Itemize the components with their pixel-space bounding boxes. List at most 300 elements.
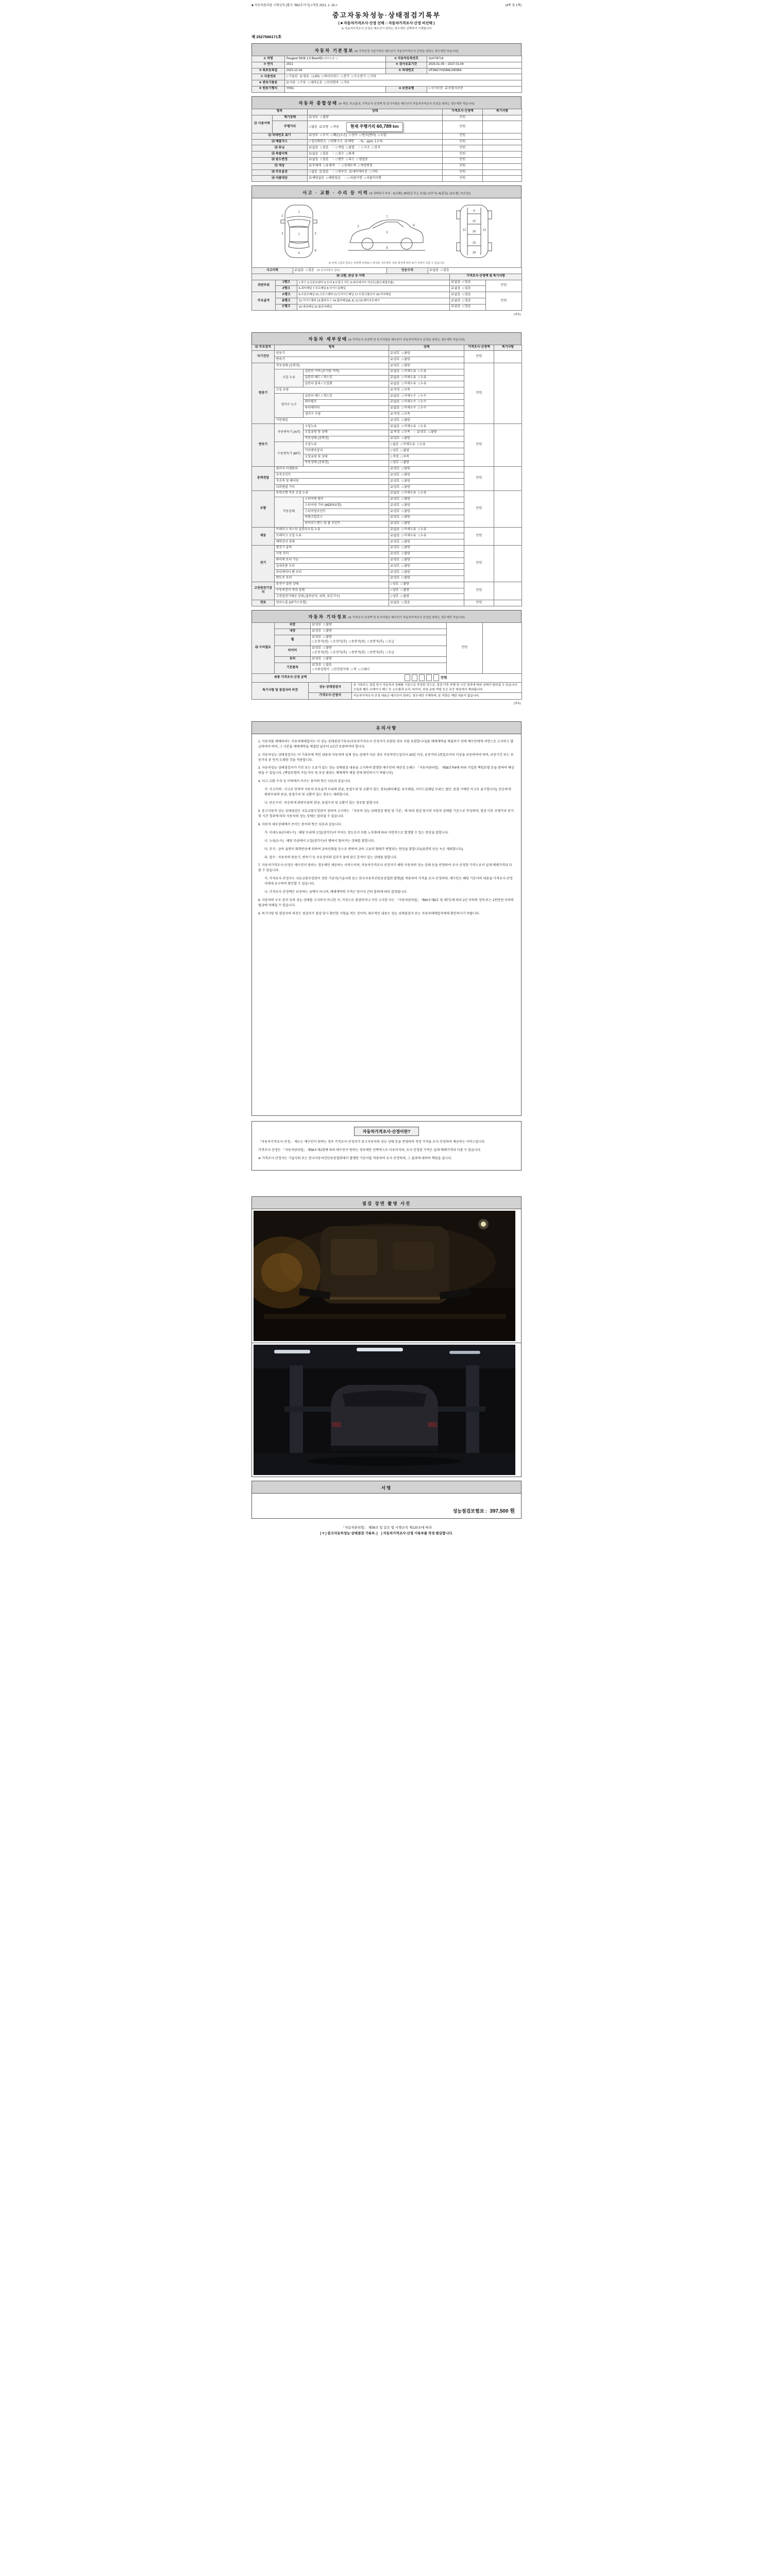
column-header: ㉑ 주요장치 [252, 345, 275, 351]
item-name: 윈도우 모터 [275, 575, 389, 582]
checkbox-label: 양호 [393, 485, 400, 489]
checkbox-icon: □ [401, 479, 404, 483]
checkbox-unchecked[interactable] [401, 443, 415, 447]
checkbox-checked[interactable] [391, 492, 400, 496]
checkbox-unchecked[interactable] [323, 630, 331, 634]
detail-row [252, 490, 522, 497]
checkbox-checked[interactable] [451, 287, 461, 291]
checkbox-unchecked[interactable] [372, 146, 380, 150]
checkbox-label: 침수 [338, 152, 344, 156]
checkbox-unchecked[interactable] [312, 668, 330, 672]
checkbox-unchecked[interactable] [330, 640, 347, 645]
checkbox-unchecked[interactable] [328, 140, 343, 144]
checkbox-unchecked[interactable] [378, 134, 386, 138]
checkbox-label: 불량 [403, 589, 409, 592]
checkbox-checked[interactable] [391, 552, 400, 556]
checkbox-checked[interactable] [391, 431, 400, 435]
checkbox-icon: ☑ [390, 479, 393, 483]
checkbox-icon: □ [351, 75, 354, 78]
checkbox-unchecked[interactable] [401, 358, 410, 362]
checkbox-unchecked[interactable] [346, 146, 355, 150]
checkbox-checked[interactable] [309, 116, 318, 120]
checkbox-unchecked[interactable] [312, 640, 329, 645]
checkbox-checked[interactable] [391, 413, 400, 417]
checkbox-unchecked[interactable] [401, 352, 410, 356]
checkbox-unchecked[interactable] [311, 75, 320, 79]
checkbox-unchecked[interactable] [418, 400, 426, 404]
checkbox-checked[interactable] [451, 281, 461, 285]
checkbox-unchecked[interactable] [418, 406, 426, 411]
detail-row [252, 424, 522, 430]
checkbox-unchecked[interactable] [463, 299, 471, 303]
checkbox-unchecked[interactable] [401, 565, 410, 569]
checkbox-checked[interactable] [391, 571, 400, 575]
checkbox-checked[interactable] [391, 480, 400, 484]
field-label: ⑥ 차대번호 [386, 68, 427, 74]
checkbox-icon: □ [312, 668, 314, 672]
checkbox-checked[interactable] [417, 431, 426, 435]
checkbox-unchecked[interactable] [391, 449, 399, 453]
remark-cell [483, 163, 522, 170]
checkbox-unchecked[interactable] [401, 437, 410, 441]
checkbox-label: 있음 [323, 152, 329, 156]
checkbox-unchecked[interactable] [320, 158, 328, 162]
checkbox-unchecked[interactable] [401, 504, 410, 508]
checkbox-unchecked[interactable] [341, 81, 349, 86]
svg-text:2: 2 [281, 215, 283, 218]
value-text: 2025-01-05 ~ 2027-01-04 [428, 63, 464, 66]
checkbox-checked[interactable] [309, 146, 318, 150]
checkbox-label: 기타 [370, 75, 376, 78]
checkbox-unchecked[interactable] [320, 116, 328, 120]
checkbox-unchecked[interactable] [429, 87, 443, 91]
checkbox-unchecked[interactable] [358, 164, 373, 168]
detail-state-section [251, 332, 522, 606]
checkbox-unchecked[interactable] [401, 400, 416, 404]
checkbox-checked[interactable] [391, 558, 400, 563]
checkbox-label: 불량 [404, 503, 410, 507]
checkbox-label: 네비게이션 [352, 171, 367, 174]
checkbox-unchecked[interactable] [323, 664, 331, 668]
checkbox-icon: □ [367, 75, 370, 78]
checkbox-unchecked[interactable] [297, 81, 306, 86]
item-name: 원동기 [275, 351, 389, 357]
checkbox-checked[interactable] [312, 664, 322, 668]
checkbox-unchecked[interactable] [401, 589, 409, 593]
checkbox-icon: □ [335, 158, 338, 162]
checkbox-unchecked[interactable] [323, 636, 331, 640]
checkbox-unchecked[interactable] [309, 126, 317, 130]
price-cell: 만원 [443, 151, 483, 158]
checkbox-checked[interactable] [451, 299, 461, 303]
checkbox-unchecked[interactable] [320, 152, 328, 157]
price-explainer-paragraph: ※ 가격조사·산정자는 기술사회 또는 한국자동차진단보증협회에서 발행한 기준서를 적용하여 조사·산정하며, 그 결과에 대하여 책임을 집니다. [258, 1157, 452, 1161]
checkbox-checked[interactable] [312, 630, 322, 634]
checkbox-checked[interactable] [391, 425, 400, 429]
checkbox-checked[interactable] [391, 516, 400, 520]
option-divider: / [339, 164, 340, 168]
checkbox-unchecked[interactable] [418, 425, 426, 429]
checkbox-label: 누유 [420, 492, 427, 495]
checkbox-label: 누유 [420, 370, 427, 374]
checkbox-checked[interactable] [391, 486, 400, 490]
checkbox-icon: ☑ [390, 351, 393, 355]
checkbox-icon: □ [322, 75, 324, 78]
checkbox-unchecked[interactable] [463, 293, 471, 297]
checkbox-checked[interactable] [391, 504, 400, 508]
section-note: (※ 가격산정 기준가격은 매수인이 자동차가격조사·산정을 원하는 경우에만 적습니다) [354, 49, 459, 53]
checkbox-unchecked[interactable] [358, 668, 369, 672]
checkbox-icon: ☑ [390, 577, 393, 580]
checkbox-icon: ☑ [390, 558, 393, 562]
checkbox-unchecked[interactable] [368, 75, 376, 79]
checkbox-unchecked[interactable] [428, 431, 436, 435]
checkbox-unchecked[interactable] [463, 305, 471, 309]
checkbox-unchecked[interactable] [418, 370, 426, 374]
checkbox-unchecked[interactable] [401, 516, 410, 520]
odometer-label: 현재 주행거리 [350, 124, 377, 129]
checkbox-unchecked[interactable] [332, 171, 347, 175]
checkbox-unchecked[interactable] [386, 651, 394, 655]
checkbox-unchecked[interactable] [309, 171, 317, 175]
checkbox-label: 색상변경 [360, 164, 373, 168]
checkbox-unchecked[interactable] [401, 486, 410, 490]
checkbox-unchecked[interactable] [401, 480, 410, 484]
checkbox-label: 미세누유 [404, 425, 416, 428]
checkbox-unchecked[interactable] [346, 152, 355, 157]
car-underbody-diagram [433, 202, 515, 260]
checkbox-checked[interactable] [391, 546, 400, 550]
checkbox-checked[interactable] [312, 657, 322, 662]
checkbox-label: 불량 [404, 498, 410, 501]
checkbox-icon: □ [324, 81, 327, 84]
checkbox-checked[interactable] [391, 364, 400, 368]
item-name: 오일누유 [304, 424, 389, 430]
checkbox-unchecked[interactable] [401, 449, 409, 453]
checkbox-checked[interactable] [391, 395, 400, 399]
checkbox-icon: □ [401, 358, 404, 361]
checkbox-checked[interactable] [391, 382, 400, 386]
column-header: 가격조사·산정액 [443, 109, 483, 115]
rank-parts: 12.사이드멤버 13.휠하우스 14.필러패널(A, B, C) 19.패키지트레이 [297, 298, 450, 304]
checkbox-unchecked[interactable] [401, 558, 410, 563]
checkbox-checked[interactable] [391, 498, 400, 502]
checkbox-label: 불량 [404, 540, 410, 544]
checkbox-label: 양호 [393, 467, 400, 471]
checkbox-checked[interactable] [391, 534, 400, 538]
checkbox-unchecked[interactable] [401, 510, 410, 514]
checkbox-checked[interactable] [391, 601, 400, 605]
checkbox-icon: □ [323, 636, 326, 639]
checkbox-unchecked[interactable] [401, 382, 416, 386]
checkbox-unchecked[interactable] [463, 287, 471, 291]
checkbox-checked[interactable] [391, 510, 400, 514]
checkbox-unchecked[interactable] [358, 146, 370, 150]
part-area: 외판부위 [252, 280, 276, 292]
checkbox-unchecked[interactable] [401, 419, 410, 423]
checkbox-checked[interactable] [391, 352, 400, 356]
checkbox-unchecked[interactable] [367, 651, 384, 655]
checkbox-checked[interactable] [320, 171, 329, 175]
checkbox-unchecked[interactable] [401, 413, 410, 417]
checkbox-unchecked[interactable] [342, 164, 356, 168]
checkbox-unchecked[interactable] [308, 81, 323, 86]
price-cell: 만원 [464, 490, 494, 527]
checkbox-unchecked[interactable] [401, 492, 416, 496]
checkbox-unchecked[interactable] [351, 75, 366, 79]
comprehensive-row [252, 176, 522, 182]
checkbox-unchecked[interactable] [332, 146, 344, 150]
checkbox-unchecked[interactable] [401, 455, 409, 460]
checkbox-unchecked[interactable] [332, 158, 344, 162]
checkbox-unchecked[interactable] [401, 595, 409, 599]
item-state [389, 424, 464, 430]
checkbox-label: 미세누유 [404, 528, 416, 532]
fee-value: 397,500 원 [490, 1509, 515, 1515]
checkbox-label: 양호 [393, 522, 400, 526]
checkbox-unchecked[interactable] [323, 164, 334, 168]
item-name: 발전기 출력 [275, 545, 389, 551]
checkbox-icon: □ [462, 299, 465, 302]
checkbox-checked[interactable] [391, 388, 400, 393]
checkbox-unchecked[interactable] [349, 134, 358, 138]
checkbox-checked[interactable] [391, 406, 400, 411]
checkbox-unchecked[interactable] [401, 376, 416, 380]
checkbox-unchecked[interactable] [401, 522, 410, 526]
checkbox-unchecked[interactable] [401, 577, 410, 581]
checkbox-label: 양호 [312, 134, 318, 138]
checkbox-unchecked[interactable] [331, 668, 349, 672]
checkbox-unchecked[interactable] [418, 528, 426, 532]
checkbox-unchecked[interactable] [325, 81, 339, 86]
notice-item: 1. 자동차를 매매하려는 자동차매매업자는 이 성능·상태점검기록부(자동차가격조사·산정서가 포함된 경우 이를 포함합니다)를 매매계약을 체결하기 전에 매수인에게 서면으로 고지하고 발급하여야 하며, 그 사본을 매매계약을 체결한 날부터 1년간 보관하여야 합니다. [258, 739, 514, 749]
checkbox-unchecked[interactable] [349, 640, 365, 645]
checkbox-label: 양호 [393, 503, 400, 507]
checkbox-icon: □ [401, 364, 404, 367]
checkbox-checked[interactable] [391, 419, 400, 423]
price-cell: 만원 [464, 545, 494, 582]
checkbox-unchecked[interactable] [326, 177, 341, 181]
checkbox-checked[interactable] [309, 134, 318, 138]
checkbox-icon: ☑ [309, 176, 312, 180]
checkbox-unchecked[interactable] [391, 461, 399, 465]
checkbox-unchecked[interactable] [341, 75, 349, 79]
checkbox-unchecked[interactable] [417, 443, 426, 447]
checkbox-unchecked[interactable] [401, 364, 410, 368]
checkbox-unchecked[interactable] [323, 647, 331, 651]
checkbox-unchecked[interactable] [357, 158, 368, 162]
checkbox-unchecked[interactable] [418, 382, 426, 386]
checkbox-unchecked[interactable] [322, 75, 339, 79]
device-name: 변속기 [252, 424, 275, 467]
amount-digit-box [405, 674, 410, 681]
checkbox-unchecked[interactable] [391, 595, 399, 599]
checkbox-unchecked[interactable] [401, 534, 416, 538]
item-name: 오일유량 및 상태 [304, 454, 389, 461]
checkbox-unchecked[interactable] [401, 431, 410, 435]
checkbox-checked[interactable] [391, 370, 400, 374]
checkbox-unchecked[interactable] [401, 571, 410, 575]
checkbox-checked[interactable] [300, 75, 309, 79]
svg-text:9: 9 [473, 210, 475, 213]
checkbox-unchecked[interactable] [306, 269, 314, 273]
checkbox-checked[interactable] [391, 473, 400, 478]
checkbox-unchecked[interactable] [401, 552, 410, 556]
item-name: 변속기 [275, 357, 389, 363]
checkbox-unchecked[interactable] [391, 443, 399, 447]
item-name: 시동 모터 [275, 551, 389, 557]
checkbox-checked[interactable] [309, 164, 322, 168]
checkbox-unchecked[interactable] [441, 269, 449, 273]
checkbox-unchecked[interactable] [320, 146, 328, 150]
checkbox-unchecked[interactable] [309, 140, 327, 144]
other-info-row [252, 622, 522, 629]
checkbox-checked[interactable] [445, 87, 463, 91]
checkbox-label: 불량 [404, 516, 410, 519]
value-text: 2020-12-04 [286, 69, 303, 73]
signature-area [251, 1494, 522, 1519]
checkbox-checked[interactable] [349, 171, 367, 175]
checkbox-unchecked[interactable] [401, 461, 409, 465]
checkbox-label: 없음 [393, 534, 400, 537]
checkbox-unchecked[interactable] [463, 281, 471, 285]
history-state [428, 268, 522, 274]
checkbox-checked[interactable] [287, 81, 296, 86]
checkbox-unchecked[interactable] [312, 651, 329, 655]
checkbox-checked[interactable] [391, 358, 400, 362]
checkbox-unchecked[interactable] [369, 171, 378, 175]
checkbox-unchecked[interactable] [323, 657, 331, 662]
item-name: 라디에이터 팬 모터 [275, 570, 389, 576]
checkbox-unchecked[interactable] [401, 406, 416, 411]
checkbox-icon: □ [401, 351, 404, 355]
checkbox-checked[interactable] [391, 565, 400, 569]
checkbox-label: 없음 [393, 425, 400, 428]
checkbox-checked[interactable] [391, 577, 400, 581]
checkbox-unchecked[interactable] [401, 370, 416, 374]
rank-label: A랭크 [276, 292, 297, 298]
checkbox-checked[interactable] [295, 269, 304, 273]
checkbox-unchecked[interactable] [401, 388, 410, 393]
checkbox-unchecked[interactable] [401, 425, 416, 429]
checkbox-unchecked[interactable] [349, 651, 365, 655]
checkbox-checked[interactable] [312, 647, 322, 651]
checkbox-checked[interactable] [430, 269, 439, 273]
item-state [389, 545, 464, 551]
checkbox-unchecked[interactable] [364, 177, 381, 181]
checkbox-unchecked[interactable] [351, 668, 356, 672]
checkbox-unchecked[interactable] [348, 177, 362, 181]
checkbox-unchecked[interactable] [386, 640, 394, 645]
checkbox-unchecked[interactable] [332, 152, 344, 157]
checkbox-unchecked[interactable] [367, 640, 384, 645]
checkbox-unchecked[interactable] [331, 126, 339, 130]
checkbox-checked[interactable] [320, 126, 329, 130]
checkbox-checked[interactable] [309, 152, 318, 157]
checkbox-checked[interactable] [309, 177, 325, 181]
checkbox-unchecked[interactable] [401, 395, 416, 399]
checkbox-unchecked[interactable] [391, 589, 399, 593]
checkbox-unchecked[interactable] [418, 395, 426, 399]
checkbox-label: 기타 [372, 171, 378, 174]
checkbox-checked[interactable] [391, 522, 400, 526]
checkbox-unchecked[interactable] [401, 498, 410, 502]
checkbox-checked[interactable] [391, 467, 400, 471]
checkbox-checked[interactable] [391, 540, 400, 545]
checkbox-label: 없음 [393, 528, 400, 532]
checkbox-icon: ☑ [344, 140, 348, 144]
checkbox-icon: ☑ [390, 400, 393, 404]
checkbox-icon: □ [330, 640, 332, 644]
checkbox-unchecked[interactable] [401, 601, 410, 605]
checkbox-unchecked[interactable] [401, 528, 416, 532]
checkbox-checked[interactable] [312, 623, 322, 628]
checkbox-icon: ☑ [417, 431, 420, 434]
checkbox-icon: ☑ [390, 370, 393, 374]
checkbox-unchecked[interactable] [360, 134, 376, 138]
price-explainer-title: 자동차가격조사·산정이란? [354, 1127, 419, 1136]
item-state [389, 472, 464, 479]
checkbox-icon: □ [401, 540, 404, 544]
remark-cell [494, 582, 522, 600]
item-state [389, 418, 464, 424]
checkbox-unchecked[interactable] [331, 134, 347, 138]
checkbox-unchecked[interactable] [401, 546, 410, 550]
device-name: 고전원전기장치 [252, 582, 275, 600]
checkbox-unchecked[interactable] [391, 583, 399, 587]
section-header [251, 721, 522, 734]
checkbox-unchecked[interactable] [418, 376, 426, 380]
row-label: 내장 [275, 629, 311, 635]
checkbox-unchecked[interactable] [287, 75, 298, 79]
checkbox-unchecked[interactable] [401, 583, 409, 587]
checkbox-icon: □ [400, 455, 403, 459]
checkbox-checked[interactable] [391, 528, 400, 532]
checkbox-unchecked[interactable] [401, 467, 410, 471]
remark-cell [483, 133, 522, 139]
detail-row [252, 363, 522, 369]
checkbox-checked[interactable] [451, 293, 461, 297]
checkbox-unchecked[interactable] [346, 158, 355, 162]
exchange-row [252, 298, 522, 304]
checkbox-checked[interactable] [391, 437, 400, 441]
checkbox-icon: □ [320, 134, 323, 138]
detail-state-table [251, 345, 522, 606]
checkbox-unchecked[interactable] [418, 534, 426, 538]
checkbox-label: 부족 [404, 388, 410, 392]
checkbox-unchecked[interactable] [418, 492, 426, 496]
checkbox-unchecked[interactable] [391, 455, 399, 460]
checkbox-checked[interactable] [312, 636, 322, 640]
footer-note [251, 1525, 522, 1536]
checkbox-unchecked[interactable] [320, 134, 328, 138]
checkbox-checked[interactable] [309, 158, 318, 162]
row-state [308, 121, 443, 133]
checkbox-label: 없음 [393, 443, 399, 446]
checkbox-checked[interactable] [391, 400, 400, 404]
checkbox-checked[interactable] [391, 376, 400, 380]
checkbox-checked[interactable] [451, 305, 461, 309]
checkbox-icon: □ [401, 577, 404, 580]
remark-cell [483, 157, 522, 163]
checkbox-unchecked[interactable] [323, 623, 331, 628]
checkbox-unchecked[interactable] [330, 651, 347, 655]
checkbox-label: 불량 [404, 552, 410, 556]
checkbox-checked[interactable] [345, 140, 354, 144]
basic-info-row [252, 74, 522, 80]
checkbox-unchecked[interactable] [401, 540, 410, 545]
checkbox-unchecked[interactable] [401, 473, 410, 478]
